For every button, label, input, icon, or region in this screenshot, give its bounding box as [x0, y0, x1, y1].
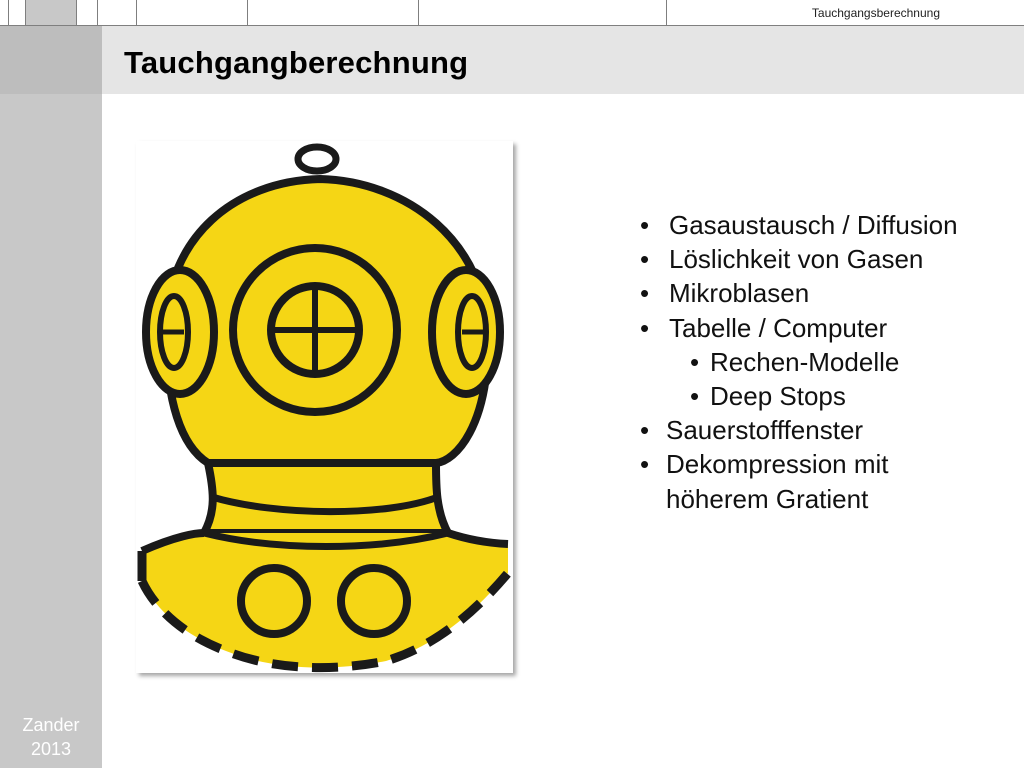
nav-cell: [137, 0, 248, 25]
list-item-text: Löslichkeit von Gasen: [669, 244, 924, 275]
list-subitem: [640, 379, 958, 413]
running-header: Tauchgangsberechnung: [811, 6, 940, 20]
list-item: [640, 413, 958, 447]
bullet-marker: •: [640, 210, 650, 240]
nav-cell: [98, 0, 137, 25]
bullet-marker: •: [690, 346, 700, 377]
list-item-continuation: [640, 482, 958, 516]
bullet-list: [640, 208, 958, 516]
footer-author: [0, 713, 102, 761]
list-item-text: Deep Stops: [710, 381, 846, 412]
list-item-text: Mikroblasen: [669, 278, 810, 309]
bullet-marker: •: [690, 381, 700, 412]
list-subitem: [640, 345, 958, 379]
top-navigation-bar: [0, 0, 1024, 26]
bullet-marker: •: [640, 449, 650, 480]
nav-cell: [248, 0, 419, 25]
author-name: Zander: [22, 715, 80, 735]
list-item-text: Tabelle / Computer: [669, 312, 888, 343]
slide-title: Tauchgangberechnung: [124, 45, 469, 80]
list-item: [640, 276, 958, 310]
list-item: [640, 242, 958, 276]
bullet-marker: •: [640, 415, 650, 446]
diving-helmet-icon: [136, 141, 513, 673]
sidebar-corner: [0, 26, 102, 94]
diving-helmet-image: [136, 141, 513, 673]
bullet-marker: •: [640, 244, 650, 275]
list-item: [640, 311, 958, 345]
list-item-text: Sauerstofffenster: [666, 415, 864, 446]
nav-cell: [9, 0, 26, 25]
list-item: [640, 208, 958, 242]
bullet-marker: •: [640, 312, 650, 343]
list-item-text: höherem Gratient: [666, 483, 869, 514]
left-sidebar: [0, 26, 102, 768]
list-item: [640, 447, 958, 481]
nav-cell: [0, 0, 9, 25]
nav-cell: [419, 0, 667, 25]
nav-cell: [26, 0, 77, 25]
bullet-marker: •: [640, 278, 650, 309]
list-item-text: Rechen-Modelle: [710, 346, 900, 377]
list-item-text: Dekompression mit: [666, 449, 889, 480]
nav-cell: [77, 0, 98, 25]
author-year: 2013: [30, 739, 72, 759]
list-item-text: Gasaustausch / Diffusion: [669, 210, 958, 240]
